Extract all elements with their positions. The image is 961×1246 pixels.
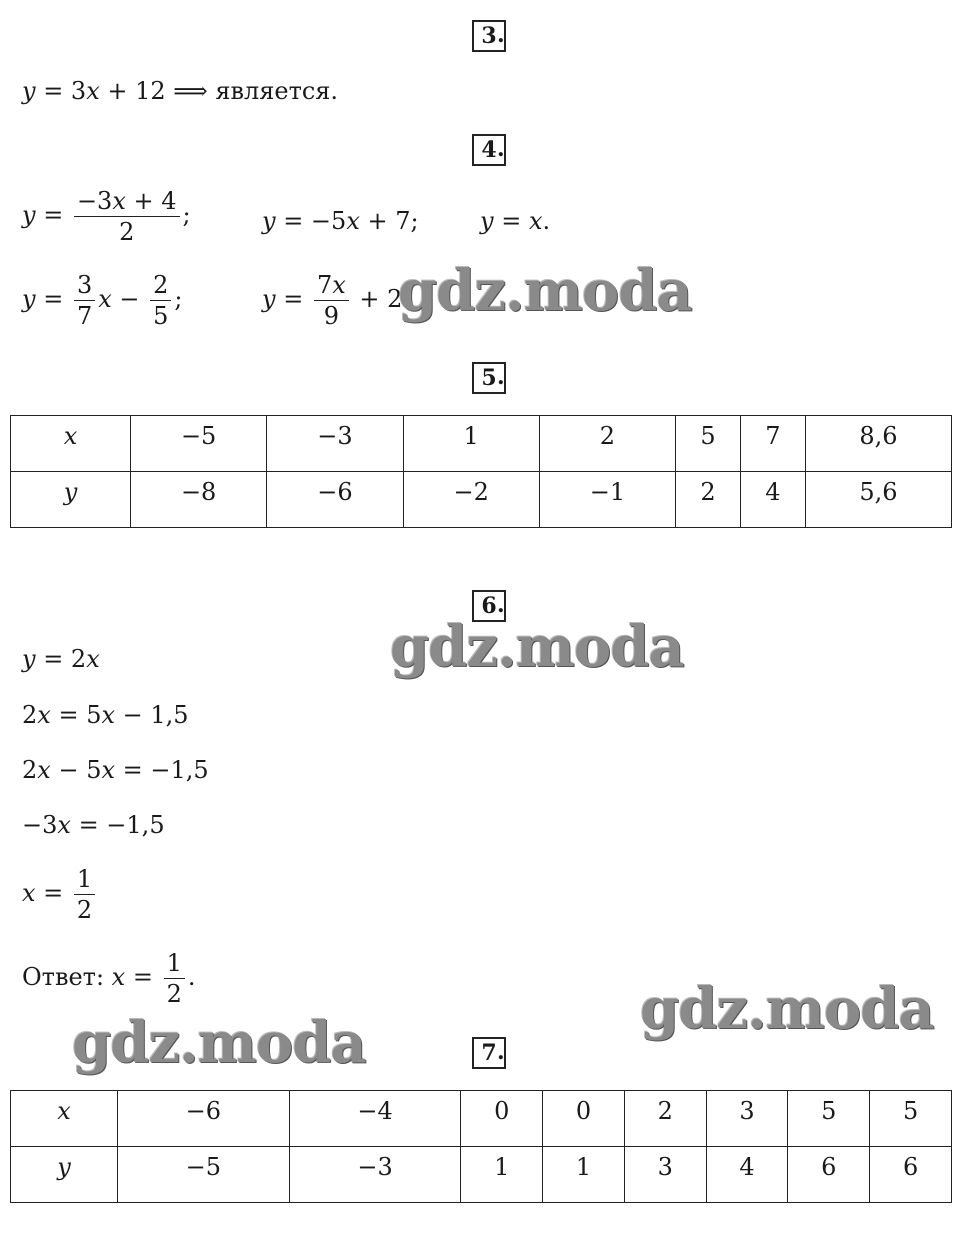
table-cell: −5 [131, 416, 267, 472]
table-cell: −2 [403, 472, 539, 528]
table-cell: 3 [706, 1091, 788, 1147]
watermark: gdz.moda [390, 614, 684, 680]
table-cell: 7 [740, 416, 805, 472]
task-number-dot: . [497, 592, 505, 618]
table-cell: −5 [118, 1147, 290, 1203]
s6-answer: Ответ: x = $\frac{1}{2}$ . [22, 949, 196, 1008]
row-label-y: y [11, 1147, 118, 1203]
table-cell: −3 [267, 416, 403, 472]
table-cell: 4 [740, 472, 805, 528]
s6-line3: 2x − 5x = −1,5 [22, 756, 209, 784]
s4-eq5: y = $\frac{7x}{9}$ + 2. [262, 271, 411, 330]
task-number-dot: . [497, 1039, 505, 1065]
s6-line1: y = 2x [22, 645, 100, 673]
watermark: gdz.moda [72, 1010, 366, 1076]
task-number-4: 4 [472, 134, 506, 166]
s4-eq2: y = −5x + 7; [262, 207, 419, 235]
table-cell: 6 [788, 1147, 870, 1203]
row-label-y: y [11, 472, 131, 528]
table-cell: 4 [706, 1147, 788, 1203]
task-number-6: 6 [472, 590, 506, 622]
table-cell: −6 [118, 1091, 290, 1147]
s6-line4: −3x = −1,5 [22, 811, 165, 839]
table-cell: 2 [676, 472, 741, 528]
table-cell: 1 [403, 416, 539, 472]
s4-eq4: y = $\frac{3}{7}$ x − $\frac{2}{5}$ ; [22, 271, 183, 330]
row-label-x: x [11, 1091, 118, 1147]
table-cell: 6 [870, 1147, 952, 1203]
table-cell: 1 [543, 1147, 625, 1203]
table-row [11, 472, 952, 528]
watermark: gdz.moda [398, 258, 692, 324]
task-number-dot: . [497, 22, 505, 48]
table-cell: −3 [289, 1147, 461, 1203]
watermark: gdz.moda [640, 976, 934, 1042]
table-cell: 5 [676, 416, 741, 472]
table-row [11, 1147, 952, 1203]
s4-eq1: y = $\frac{-3x + 4}{2}$ ; [22, 187, 191, 246]
table-cell: 0 [461, 1091, 543, 1147]
table-cell: 2 [624, 1091, 706, 1147]
table-cell: 5 [788, 1091, 870, 1147]
task-number-dot: . [497, 364, 505, 390]
s3-equation: y = 3x + 12 ⟹ является. [22, 77, 339, 105]
table-row [11, 416, 952, 472]
table-cell: 5,6 [805, 472, 951, 528]
table-cell: −6 [267, 472, 403, 528]
s6-line2: 2x = 5x − 1,5 [22, 701, 189, 729]
s3-conclusion: ⟹ является. [173, 77, 339, 105]
table-cell: −1 [539, 472, 675, 528]
table-cell: 8,6 [805, 416, 951, 472]
task-number-7: 7 [472, 1037, 506, 1069]
table-row [11, 1091, 952, 1147]
table-cell: 5 [870, 1091, 952, 1147]
answer-label: Ответ: [22, 963, 105, 991]
table-cell: −8 [131, 472, 267, 528]
table-cell: 1 [461, 1147, 543, 1203]
s7-table [10, 1090, 952, 1203]
table-cell: 3 [624, 1147, 706, 1203]
s5-table [10, 415, 952, 528]
s6-line5: x = $\frac{1}{2}$ [22, 864, 98, 925]
task-number-5: 5 [472, 362, 506, 394]
table-cell: 2 [539, 416, 675, 472]
table-cell: −4 [289, 1091, 461, 1147]
table-cell: 0 [543, 1091, 625, 1147]
task-number-3: 3 [472, 20, 506, 52]
row-label-x: x [11, 416, 131, 472]
s4-eq3: y = x. [480, 207, 551, 235]
task-number-dot: . [497, 136, 505, 162]
